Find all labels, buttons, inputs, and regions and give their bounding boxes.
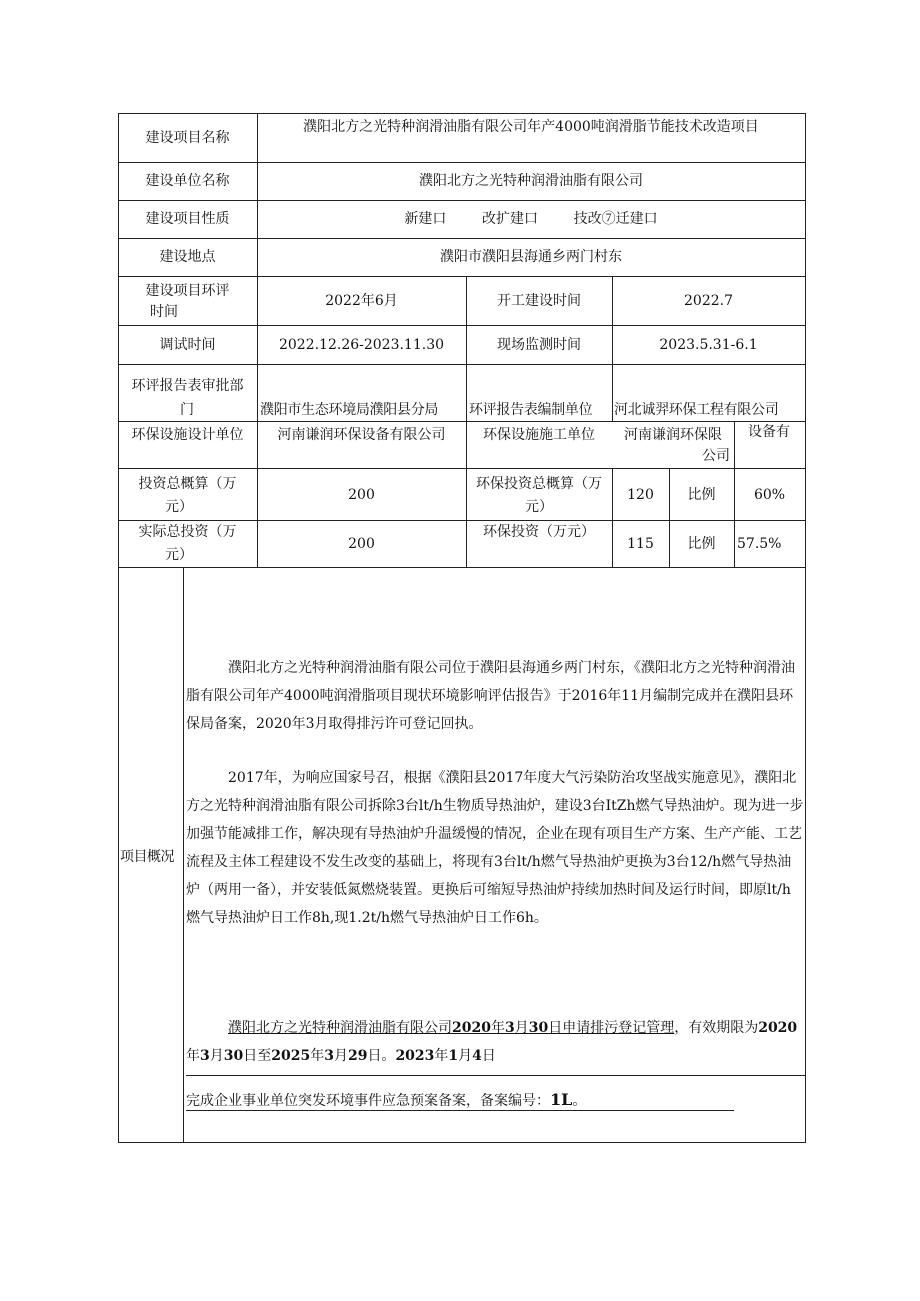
valid-from-month: 3 <box>200 1048 210 1064</box>
permit-text: 日申请排污登记管理 <box>548 1020 675 1036</box>
yr1: 年 <box>186 1048 200 1064</box>
construction-value-2: 公司 <box>702 448 730 464</box>
valid-from-year: 2020 <box>758 1020 798 1036</box>
start-time-label: 开工建设时间 <box>497 293 581 309</box>
eia-time-label-2: 时间 <box>150 304 178 320</box>
plan-year: 2023 <box>395 1048 435 1064</box>
mo1: 月 <box>209 1048 224 1064</box>
approval-label-2: 门 <box>180 402 194 418</box>
nature-label: 建设项目性质 <box>145 211 230 227</box>
day-end: 日。 <box>367 1048 396 1064</box>
actual-value: 200 <box>348 536 375 552</box>
project-name-value: 濮阳北方之光特种润滑油脂有限公司年产4000吨润滑脂节能技术改造项目 <box>303 119 759 135</box>
monitor-time-value: 2023.5.31-6.1 <box>659 337 758 353</box>
permit-day: 30 <box>528 1020 549 1036</box>
vline <box>183 567 184 1143</box>
permit-company: 濮阳北方之光特种润滑油脂有限公司 <box>228 1020 452 1036</box>
env-actual-value: 115 <box>627 536 654 552</box>
valid-to-month: 3 <box>324 1048 334 1064</box>
compiler-value: 河北诚羿环保工程有限公司 <box>614 402 779 418</box>
location-label: 建设地点 <box>159 249 216 265</box>
vline <box>805 113 806 1143</box>
nature-value: 新建口 改扩建口 技改⑦迁建口 <box>404 211 658 227</box>
validity-text: ，有效期限为 <box>674 1020 759 1036</box>
approval-label-1: 环评报告表审批部 <box>131 378 244 394</box>
env-actual-label: 环保投资（万元） <box>483 524 595 540</box>
budget-ratio-label: 比例 <box>687 487 716 503</box>
project-name-label: 建设项目名称 <box>145 130 230 146</box>
filing-number: 1L <box>550 1090 573 1109</box>
permit-year-unit: 年 <box>490 1020 505 1036</box>
to-text: 日至 <box>243 1048 272 1064</box>
mo3: 月 <box>458 1048 473 1064</box>
vline <box>118 113 119 1143</box>
compiler-label: 环评报告表编制单位 <box>469 402 593 418</box>
hline <box>118 200 806 201</box>
permit-month: 3 <box>504 1020 515 1036</box>
yr3: 年 <box>434 1048 449 1064</box>
hline <box>118 325 806 326</box>
start-time-value: 2022.7 <box>684 293 733 309</box>
actual-label-1: 实际总投资（万 <box>138 524 237 540</box>
permit-month-unit: 月 <box>514 1020 529 1036</box>
overview-paragraph-4 <box>186 1086 804 1115</box>
permit-year: 2020 <box>452 1020 491 1036</box>
unit-name-label: 建设单位名称 <box>145 173 230 189</box>
actual-ratio: 57.5% <box>737 536 782 552</box>
hline <box>186 1075 806 1076</box>
env-budget-label-1: 环保投资总概算（万 <box>476 476 602 492</box>
hline <box>118 421 806 422</box>
debug-time-label: 调试时间 <box>159 337 216 353</box>
valid-from-day: 30 <box>223 1048 244 1064</box>
actual-ratio-label: 比例 <box>687 536 716 552</box>
approval-value: 濮阳市生态环境局濮阳县分局 <box>260 402 439 418</box>
hline <box>118 162 806 163</box>
budget-value: 200 <box>348 487 375 503</box>
env-budget-value: 120 <box>627 487 654 503</box>
actual-label-2: 元） <box>165 547 193 563</box>
filing-end: 。 <box>572 1093 587 1109</box>
valid-to-day: 29 <box>347 1048 368 1064</box>
location-value: 濮阳市濮阳县海通乡两门村东 <box>440 249 622 265</box>
overview-label: 项目概况 <box>120 849 174 865</box>
budget-ratio: 60% <box>753 487 786 503</box>
overview-paragraph-1: 濮阳北方之光特种润滑油脂有限公司位于濮阳县海通乡两门村东，《濮阳北方之光特种润滑油脂有限公司年产4000吨润滑脂项目现状环境影响评估报告》于2016年11月编制完成并在濮阳县环保局备案，2020年3月取得排污许可登记回执。 <box>186 660 795 732</box>
overview-paragraph-2: 2017年，为响应国家号召，根据《濮阳县2017年度大气污染防治攻坚战实施意见》，濮阳北方之光特种润滑油脂有限公司拆除3台lt/h生物质导热油炉，建设3台ItZh燃气导热油炉。现为进一步加强节能减排工作，解决现有导热油炉升温缓慢的情况，企业在现有项目生产方案、生产产能、工艺流程及主体工程建设不发生改变的基础上，将现有3台lt/h燃气导热油炉更换为3台12/h燃气导热油炉（两用一备），并安装低氮燃烧装置。更换后可缩短导热油炉持续加热时间及运行时间，即原lt/h燃气导热油炉日工作8h,现1.2t/h燃气导热油炉日工作6h。 <box>186 770 804 926</box>
hline <box>118 276 806 277</box>
construction-value-1: 河南谦润环保限 <box>624 427 722 443</box>
unit-name-value: 濮阳北方之光特种润滑油脂有限公司 <box>419 173 643 189</box>
debug-time-value: 2022.12.26-2023.11.30 <box>278 337 445 353</box>
construction-label: 环保设施施工单位 <box>483 427 595 443</box>
env-budget-label-2: 元） <box>525 499 553 515</box>
hline <box>118 468 806 469</box>
hline <box>118 1142 806 1143</box>
mo2: 月 <box>333 1048 348 1064</box>
overview-paragraph-3 <box>186 1014 804 1070</box>
hline <box>118 520 806 521</box>
plan-month: 1 <box>448 1048 459 1064</box>
plan-day: 4 <box>472 1048 482 1064</box>
hline <box>118 364 806 365</box>
eia-time-label-1: 建设项目环评 <box>145 283 230 299</box>
hline <box>118 567 806 568</box>
monitor-time-label: 现场监测时间 <box>497 337 581 353</box>
design-label: 环保设施设计单位 <box>131 427 244 443</box>
budget-label-2: 元） <box>165 499 193 515</box>
valid-to-year: 2025 <box>271 1048 311 1064</box>
day3: 日 <box>481 1048 496 1064</box>
design-value: 河南谦润环保设备有限公司 <box>277 427 446 443</box>
filing-text: 完成企业事业单位突发环境事件应急预案备案，备案编号： <box>186 1093 550 1109</box>
eia-time-value: 2022年6月 <box>325 293 398 309</box>
hline <box>118 238 806 239</box>
budget-label-1: 投资总概算（万 <box>138 476 237 492</box>
construction-value-extra: 设备有 <box>748 424 790 440</box>
yr2: 年 <box>310 1048 325 1064</box>
hline <box>118 113 806 114</box>
